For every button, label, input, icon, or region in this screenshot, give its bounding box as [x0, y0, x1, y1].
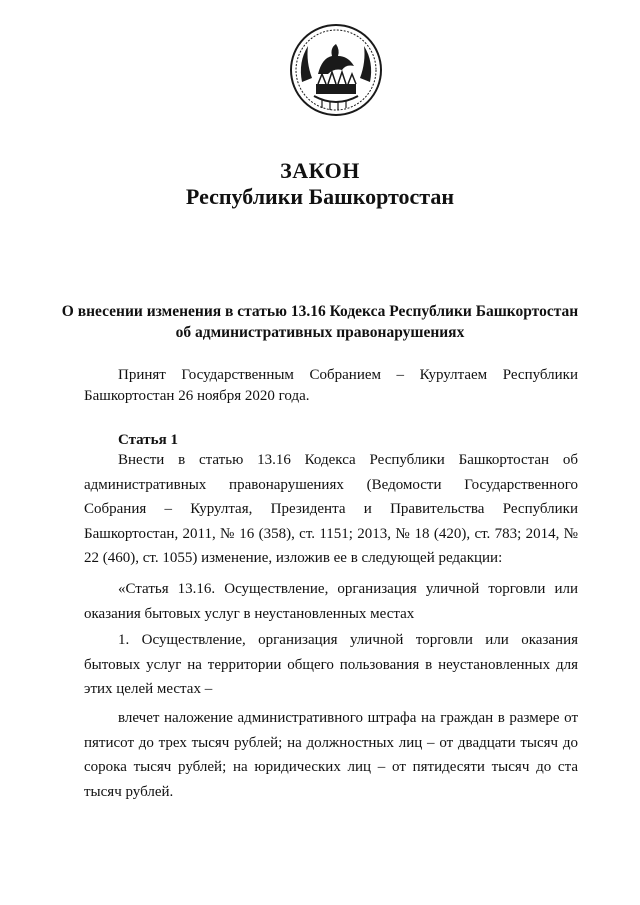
article-intro: Внести в статью 13.16 Кодекса Республики Башкортостан об административных правонарушениях (Ведомости Государственного Собрания – Курултая, Президента и Правительства Республики Башкортостан, 2011, № 16 (358), ст. 1151; 2013, № 18 (420), ст. 783; 2014, № 22 (460), ст. 1055) изменение, изложив ее в следующей редакции: [84, 452, 578, 566]
law-subject: О внесении изменения в статью 13.16 Кодекса Республики Башкортостан об административных правонарушениях [61, 303, 579, 341]
coat-of-arms-emblem [288, 22, 384, 118]
article-label: Статья 1 [118, 432, 178, 448]
item-1: 1. Осуществление, организация уличной торговли или оказания бытовых услуг на территории общего пользования в неустановленных для этих целей местах – [84, 632, 578, 697]
quoted-article-heading: «Статья 13.16. Осуществление, организация уличной торговли или оказания бытовых услуг в неустановленных местах [84, 581, 578, 622]
republic-heading: Республики Башкортостан [185, 184, 455, 209]
sanction-text: влечет наложение административного штрафа на граждан в размере от пятисот до трех тысяч рублей; на должностных лиц – от двадцати тысяч до сорока тысяч рублей; на юридических лиц – от пятидесяти тысяч до ста тысяч рублей. [84, 710, 578, 800]
adoption-note: Принят Государственным Собранием – Курултаем Республики Башкортостан 26 ноября 2020 года. [84, 367, 578, 404]
law-heading: ЗАКОН [280, 158, 360, 183]
